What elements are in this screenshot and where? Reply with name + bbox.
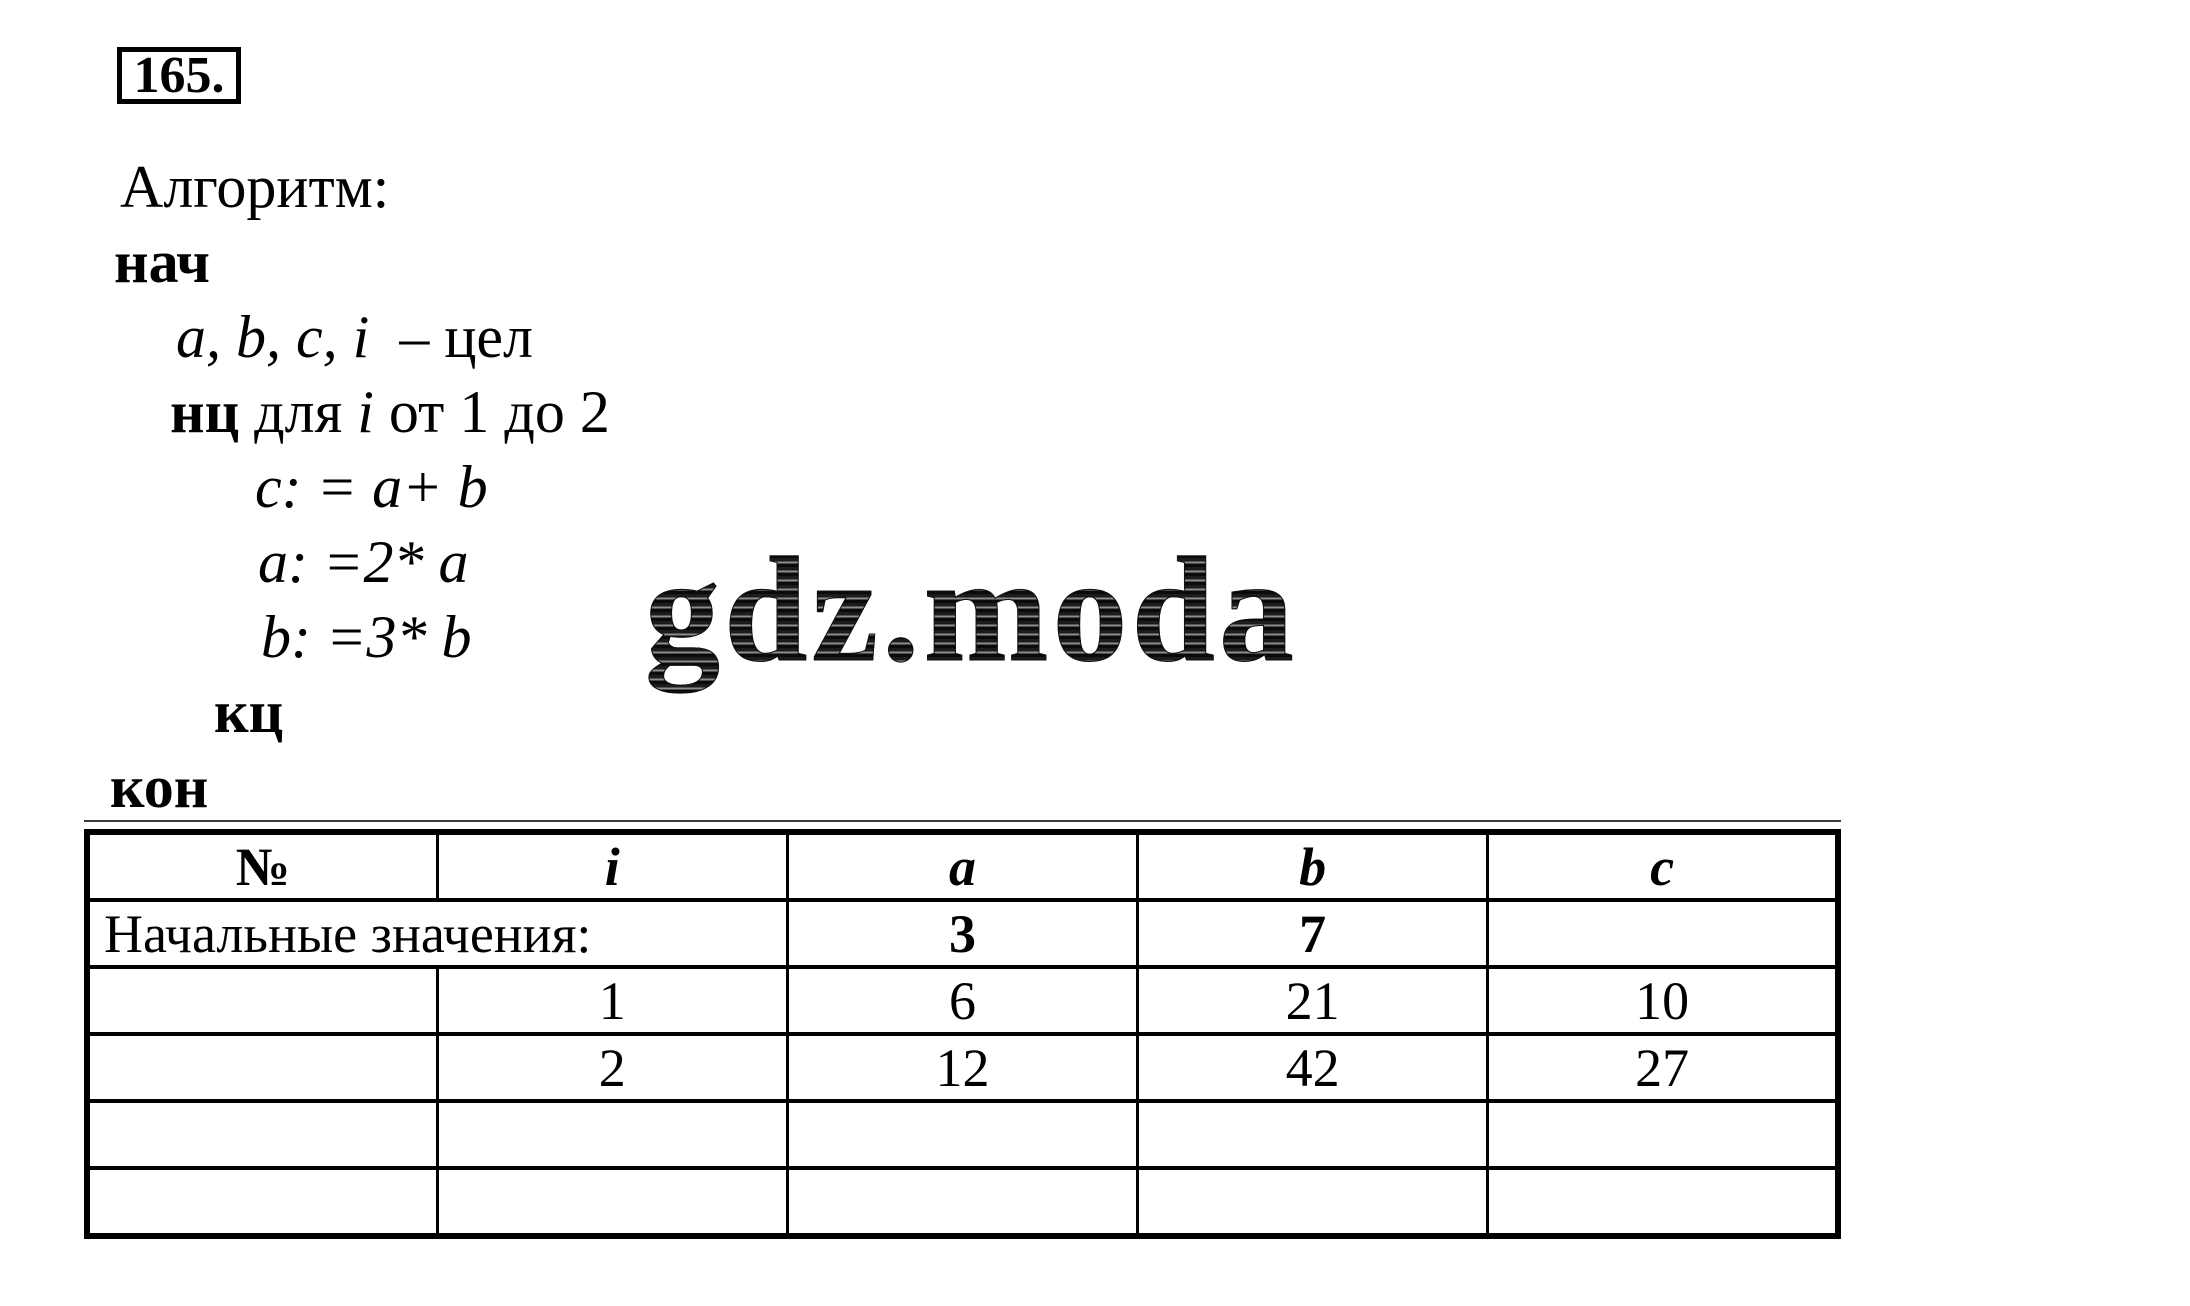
loop-header-line	[0, 375, 610, 450]
column-header-i: i	[437, 832, 787, 900]
keyword-loop-start: нц	[170, 379, 240, 445]
row2-a: 12	[787, 1034, 1137, 1101]
keyword-end: кон	[110, 754, 209, 820]
loop-for-word: для	[239, 379, 358, 445]
row3-c	[1488, 1101, 1838, 1168]
statement-a-assign: a: =2* a	[258, 529, 469, 595]
row1-number	[87, 967, 437, 1034]
keyword-loop-end: кц	[214, 679, 284, 745]
row4-b	[1138, 1168, 1488, 1236]
column-header-a: a	[787, 832, 1137, 900]
row4-i	[437, 1168, 787, 1236]
column-header-number: №	[87, 832, 437, 900]
algorithm-title: Алгоритм:	[120, 154, 390, 220]
row3-b	[1138, 1101, 1488, 1168]
column-header-c: c	[1488, 832, 1838, 900]
statement-c-assign: c: = a+ b	[255, 454, 488, 520]
column-header-b: b	[1138, 832, 1488, 900]
declaration-vars: a, b, c, i	[176, 304, 370, 370]
table-row	[87, 1168, 1838, 1236]
initial-b-value: 7	[1138, 900, 1488, 967]
declaration-line	[0, 300, 610, 375]
row2-c: 27	[1488, 1034, 1838, 1101]
statement-b-assign: b: =3* b	[261, 604, 472, 670]
table-row	[87, 1034, 1838, 1101]
row2-i: 2	[437, 1034, 787, 1101]
row3-number	[87, 1101, 437, 1168]
trace-table	[84, 829, 1841, 1239]
declaration-type: – цел	[369, 304, 533, 370]
table-header-row	[87, 832, 1838, 900]
initial-a-value: 3	[787, 900, 1137, 967]
table-initial-values-row	[87, 900, 1838, 967]
table-row	[87, 967, 1838, 1034]
row3-i	[437, 1101, 787, 1168]
keyword-begin: нач	[114, 229, 211, 295]
row2-number	[87, 1034, 437, 1101]
row4-a	[787, 1168, 1137, 1236]
loop-range: от 1 до 2	[373, 379, 610, 445]
problem-number: 165.	[133, 47, 225, 104]
row1-i: 1	[437, 967, 787, 1034]
problem-number-box	[117, 47, 241, 104]
algorithm-block	[0, 150, 610, 825]
row1-a: 6	[787, 967, 1137, 1034]
row1-b: 21	[1138, 967, 1488, 1034]
watermark-text: gdz.moda	[645, 527, 1298, 693]
row4-number	[87, 1168, 437, 1236]
initial-values-label: Начальные значения:	[87, 900, 787, 967]
row3-a	[787, 1101, 1137, 1168]
table-row	[87, 1101, 1838, 1168]
loop-variable: i	[357, 379, 374, 445]
table-top-rule	[84, 820, 1841, 822]
row1-c: 10	[1488, 967, 1838, 1034]
row4-c	[1488, 1168, 1838, 1236]
initial-c-value	[1488, 900, 1838, 967]
row2-b: 42	[1138, 1034, 1488, 1101]
